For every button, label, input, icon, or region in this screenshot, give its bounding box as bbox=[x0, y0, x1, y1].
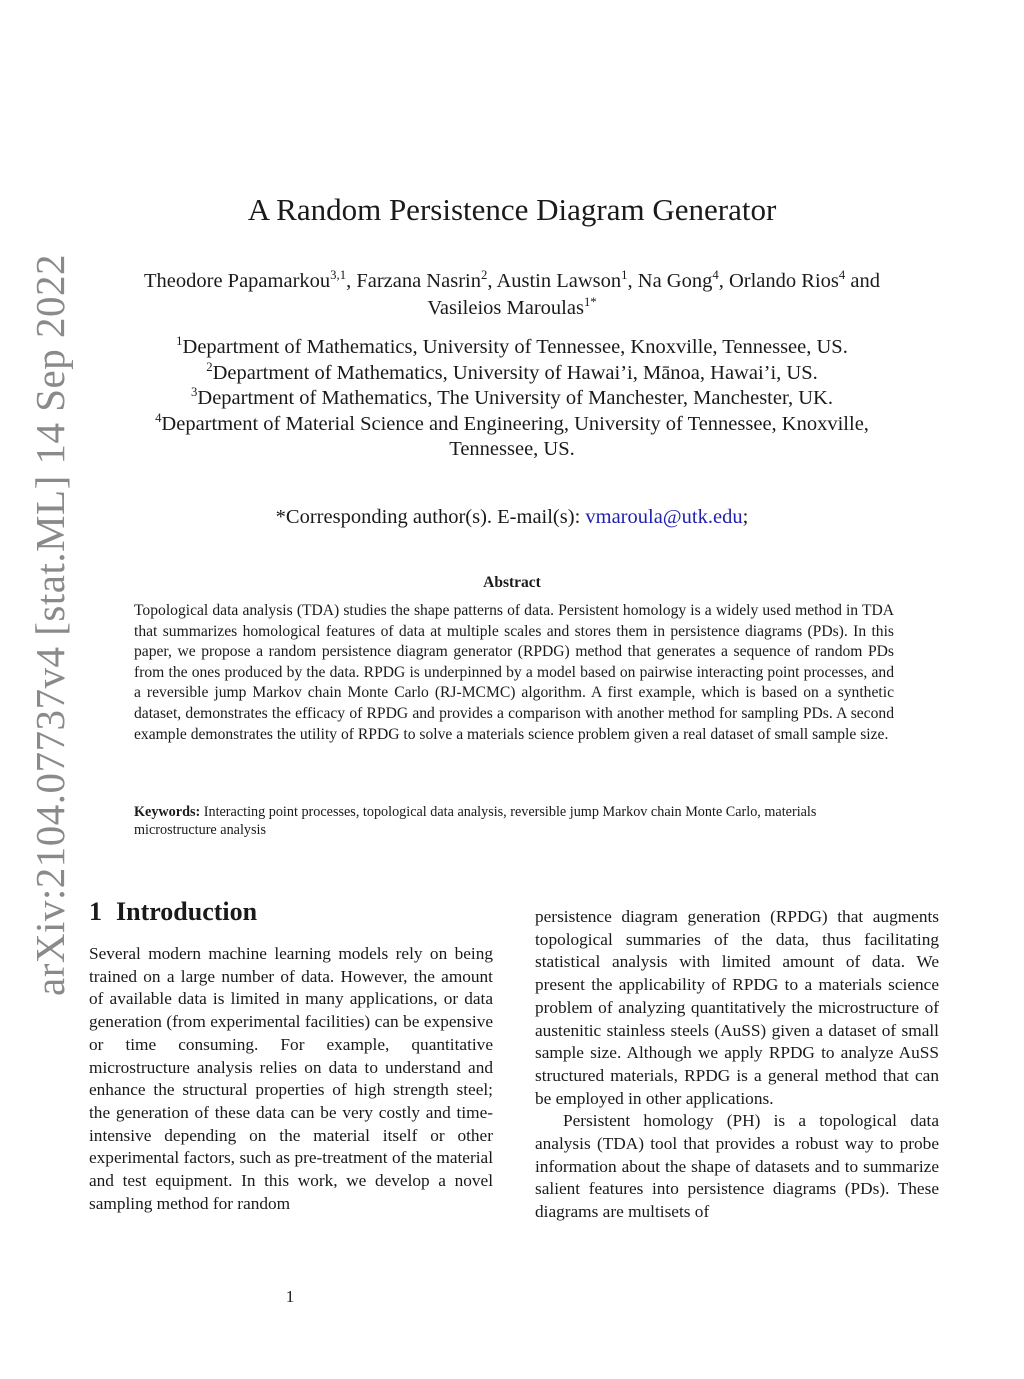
affiliation: $^2$Department of Mathematics, University of Hawai’i, Mānoa, Hawai’i, US. bbox=[206, 359, 818, 384]
author: Na Gong$^4$, bbox=[637, 268, 729, 292]
corresponding-author-note: *Corresponding author(s). E-mail(s): vmaroula@utk.edu; bbox=[275, 506, 749, 528]
author: Farzana Nasrin$^2$, bbox=[356, 268, 497, 292]
affiliation: $^3$Department of Mathematics, The University of Manchester, Manchester, UK. bbox=[191, 385, 833, 409]
affiliation-list bbox=[110, 335, 914, 463]
paragraph: Persistent homology (PH) is a topological data analysis (TDA) tool that provides a robust way to probe information about the shape of datasets and to summarize salient features into persistence diagrams (PDs). These diagrams are multisets of bbox=[535, 1111, 939, 1222]
abstract-heading: Abstract bbox=[483, 574, 541, 591]
author-list bbox=[120, 268, 904, 322]
affiliation: $^4$Department of Material Science and Engineering, University of Tennessee, Knoxville, Tennessee, US. bbox=[155, 410, 869, 460]
affiliation: $^1$Department of Mathematics, University of Tennessee, Knoxville, Tennessee, US. bbox=[176, 334, 848, 358]
keywords-text: Interacting point processes, topological data analysis, reversible jump Markov chain Monte Carlo, materials microstructure analysis bbox=[134, 804, 817, 838]
paragraph: Several modern machine learning models rely on being trained on a large number of data. However, the amount of available data is limited in many applications, or data generation (from experimental facilities) can be expensive or time consuming. For example, quantitative microstructure analysis relies on data to understand and enhance the structural properties of high strength steel; the generation of these data can be very costly and time-intensive depending on the material itself or other experimental factors, such as pre-treatment of the material and test equipment. In this work, we develop a novel sampling method for random bbox=[89, 944, 493, 1213]
paper-title: A Random Persistence Diagram Generator bbox=[247, 192, 777, 227]
section-heading bbox=[89, 897, 257, 927]
arxiv-identifier-stamp: arXiv:2104.07737v4 [stat.ML] 14 Sep 2022 bbox=[27, 254, 73, 996]
abstract-text: Topological data analysis (TDA) studies the shape patterns of data. Persistent homology is a widely used method in TDA that summarizes homological features of data at multiple scales and stores them in persistence diagrams (PDs). In this paper, we propose a random persistence diagram generator (RPDG) method that generates a sequence of random PDs from the ones produced by the data. RPDG is underpinned by a model based on pairwise interacting point processes, and a reversible jump Markov chain Monte Carlo (RJ-MCMC) algorithm. A first example, which is based on a synthetic dataset, demonstrates the efficacy of RPDG and provides a comparison with another method for sampling PDs. A second example demonstrates the utility of RPDG to solve a materials science problem given a real dataset of small sample size. bbox=[134, 602, 894, 743]
author: Austin Lawson$^1$, bbox=[496, 268, 638, 292]
email-link[interactable]: vmaroula@utk.edu bbox=[585, 506, 743, 528]
section-number: 1 bbox=[89, 897, 102, 926]
page-number: 1 bbox=[285, 1287, 295, 1306]
author: Orlando Rios$^4$ and bbox=[728, 268, 880, 292]
paragraph: persistence diagram generation (RPDG) that augments topological summaries of the data, thus facilitating statistical analysis with limited amount of data. We present the applicability of RPDG to a materials science problem of analyzing quantitatively the microstructure of austenitic stainless steels (AuSS) given a dataset of small sample size. Although we apply RPDG to analyze AuSS structured materials, RPDG is a general method that can be employed in other applications. bbox=[535, 907, 939, 1108]
keywords bbox=[134, 803, 894, 839]
body-column-right bbox=[535, 906, 939, 1224]
author: Vasileios Maroulas$^{1*}$ bbox=[427, 295, 597, 319]
body-column-left bbox=[89, 943, 493, 1215]
section-title: Introduction bbox=[116, 897, 258, 926]
author: Theodore Papamarkou$^{3,1}$, bbox=[144, 268, 357, 292]
keywords-label: Keywords: bbox=[134, 804, 201, 820]
